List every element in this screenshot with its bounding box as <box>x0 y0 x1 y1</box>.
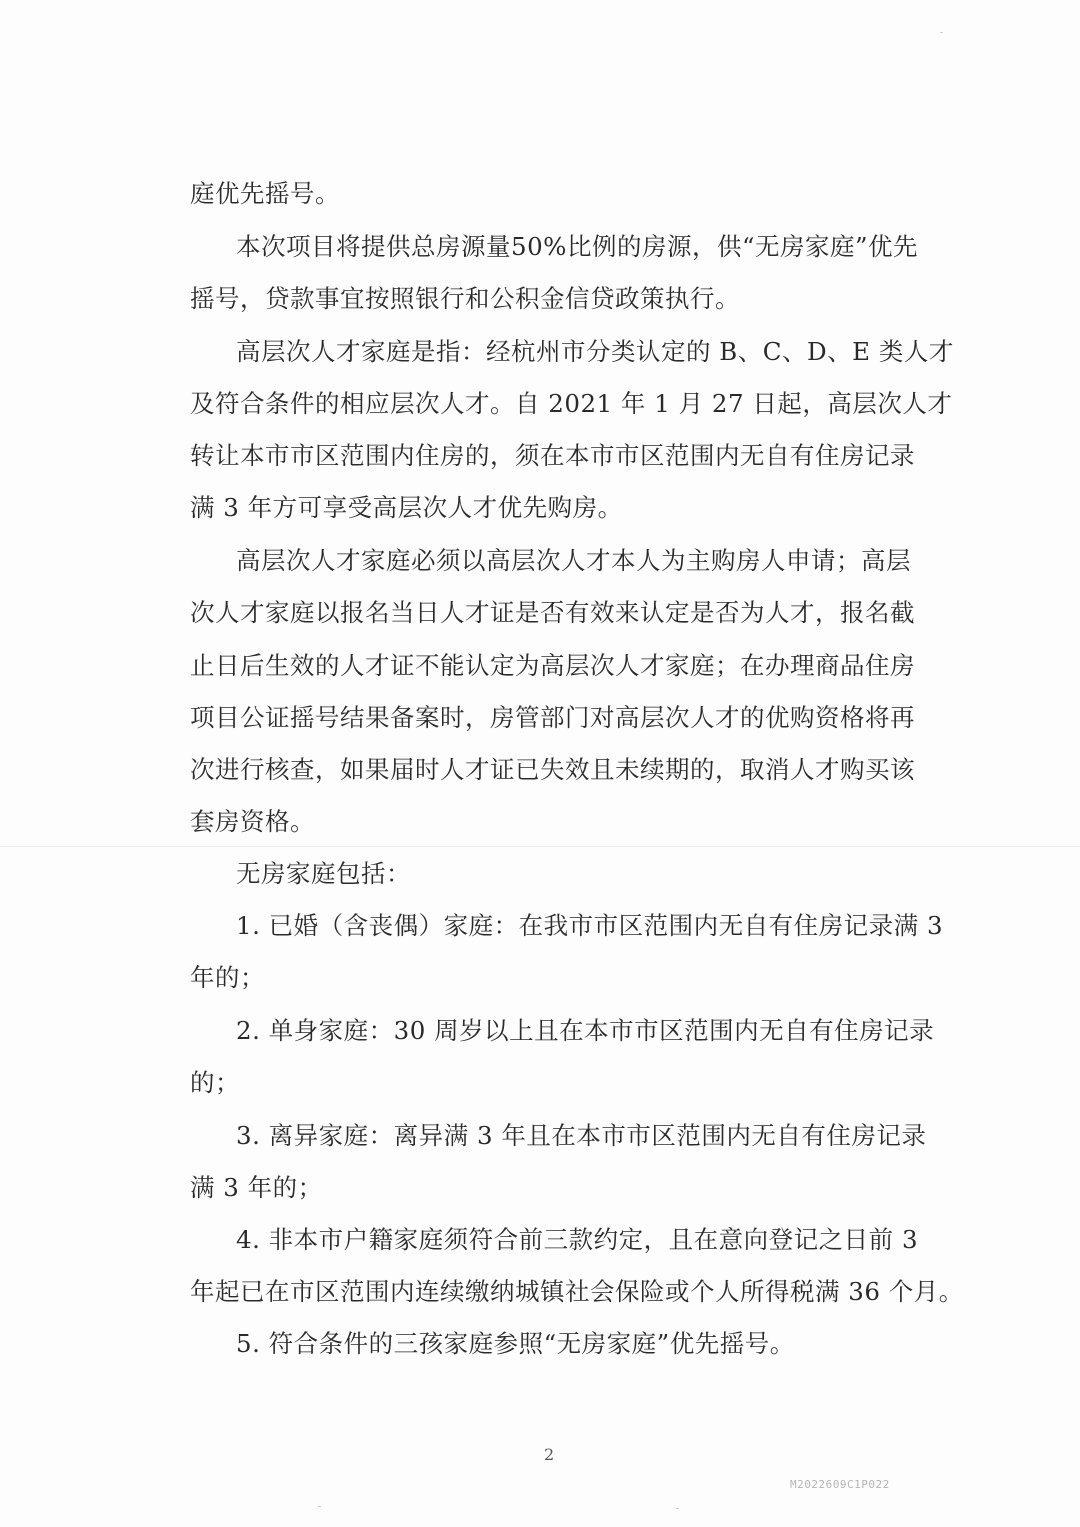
text-line: 及符合条件的相应层次人才。自 2021 年 1 月 27 日起，高层次人才 <box>190 389 953 418</box>
text-line: 转让本市市区范围内住房的，须在本市市区范围内无自有住房记录 <box>190 441 915 470</box>
text-line: 止日后生效的人才证不能认定为高层次人才家庭；在办理商品住房 <box>190 651 915 680</box>
text-line: 满 3 年方可享受高层次人才优先购房。 <box>190 493 623 522</box>
list-item: 年起已在市区范围内连续缴纳城镇社会保险或个人所得税满 36 个月。 <box>190 1277 964 1306</box>
text-line: 庭优先摇号。 <box>190 179 340 208</box>
scan-artifact-line <box>0 846 1080 847</box>
list-item: 3. 离异家庭：离异满 3 年且在本市市区范围内无自有住房记录 <box>236 1121 927 1150</box>
scan-speck <box>318 1506 321 1507</box>
text-line: 项目公证摇号结果备案时，房管部门对高层次人才的优购资格将再 <box>190 703 915 732</box>
list-item: 4. 非本市户籍家庭须符合前三款约定，且在意向登记之日前 3 <box>236 1225 919 1254</box>
document-code: M2022609C1P022 <box>790 1478 890 1491</box>
scan-speck <box>940 32 943 33</box>
page-number: 2 <box>544 1445 555 1464</box>
text-line: 本次项目将提供总房源量50%比例的房源，供“无房家庭”优先 <box>236 232 919 261</box>
text-line: 次人才家庭以报名当日人才证是否有效来认定是否为人才，报名截 <box>190 598 915 627</box>
list-item: 5. 符合条件的三孩家庭参照“无房家庭”优先摇号。 <box>236 1329 795 1358</box>
list-item: 年的； <box>190 963 265 992</box>
list-item: 2. 单身家庭：30 周岁以上且在本市市区范围内无自有住房记录 <box>236 1016 935 1045</box>
text-line: 套房资格。 <box>190 807 315 836</box>
list-item: 满 3 年的； <box>190 1173 323 1202</box>
text-line: 次进行核查，如果届时人才证已失效且未续期的，取消人才购买该 <box>190 755 915 784</box>
text-line: 高层次人才家庭是指：经杭州市分类认定的 B、C、D、E 类人才 <box>236 337 954 366</box>
text-line: 摇号，贷款事宜按照银行和公积金信贷政策执行。 <box>190 284 740 313</box>
scan-speck <box>676 1508 679 1509</box>
text-line: 高层次人才家庭必须以高层次人才本人为主购房人申请；高层 <box>236 546 911 575</box>
list-item: 的； <box>190 1068 240 1097</box>
section-heading: 无房家庭包括： <box>236 859 411 888</box>
list-item: 1. 已婚（含丧偶）家庭：在我市市区范围内无自有住房记录满 3 <box>236 911 944 940</box>
